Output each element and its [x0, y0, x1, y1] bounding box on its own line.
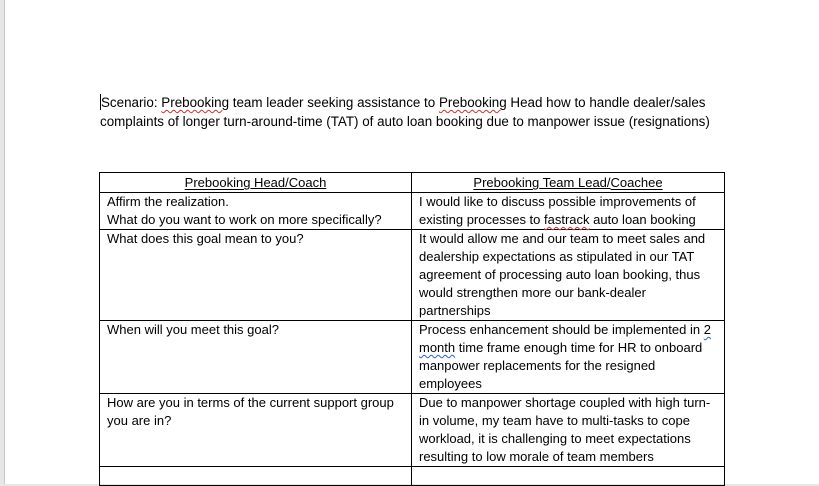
answer-text: auto loan booking — [589, 212, 696, 227]
question-text: How are you in terms of the current support group you are in? — [107, 395, 394, 428]
spelling-flag-prebooking[interactable]: Prebooking — [184, 175, 251, 190]
answer-text: Due to manpower shortage coupled with high turn-in volume, my team have to multi-tasks to cope workload, it is challenging to meet expectations resulting to low morale of team members — [419, 395, 711, 464]
answer-text: time frame enough time for HR to onboard manpower replacements for the resigned employees — [419, 340, 703, 391]
spelling-flag-prebooking[interactable]: Prebooking — [438, 95, 507, 110]
coach-question-cell[interactable] — [100, 321, 412, 394]
empty-cell[interactable] — [100, 467, 412, 486]
coach-question-cell[interactable] — [100, 230, 412, 321]
coachee-answer-cell[interactable] — [412, 321, 725, 394]
header-coachee-label: Team Lead/ — [539, 175, 611, 190]
question-text: What do you want to work on more specifically? — [107, 212, 382, 227]
spelling-flag-prebooking[interactable]: Prebooking — [473, 175, 540, 190]
table-row — [100, 193, 725, 230]
table-row — [100, 321, 725, 394]
header-coachee[interactable] — [412, 173, 725, 193]
table-header-row — [100, 173, 725, 193]
answer-text: It would allow me and our team to meet sales and dealership expectations as stipulated in our TAT agreement of processing auto loan booking, thus would strengthen more our bank-dealer partnerships — [419, 231, 706, 318]
document-page[interactable] — [4, 0, 819, 484]
coaching-table — [99, 172, 725, 486]
answer-text: I would like to discuss possible improvements of existing processes to — [419, 194, 696, 227]
question-text: Affirm the realization. — [107, 194, 229, 209]
spelling-flag-coachee[interactable]: Coachee — [610, 175, 663, 190]
scenario-paragraph[interactable] — [100, 93, 760, 131]
empty-cell[interactable] — [412, 467, 725, 486]
question-text: When will you meet this goal? — [107, 322, 279, 337]
table-row-empty — [100, 467, 725, 486]
question-text: What does this goal mean to you? — [107, 231, 304, 246]
header-coach-label: Head/Coach — [250, 175, 327, 190]
coach-question-cell[interactable] — [100, 193, 412, 230]
scenario-text: Head how to handle dealer/sales complaints of longer turn-around-time (TAT) of auto loan booking due to manpower issue (resignations) — [100, 95, 710, 129]
coachee-answer-cell[interactable] — [412, 193, 725, 230]
answer-text: Process enhancement should be implemented in — [419, 322, 704, 337]
spelling-flag-fastrack[interactable]: fastrack — [544, 212, 590, 227]
coachee-answer-cell[interactable] — [412, 230, 725, 321]
coachee-answer-cell[interactable] — [412, 394, 725, 467]
coach-question-cell[interactable] — [100, 394, 412, 467]
table-row — [100, 230, 725, 321]
table-row — [100, 394, 725, 467]
spelling-flag-prebooking[interactable]: Prebooking — [161, 95, 230, 110]
scenario-text: team leader seeking assistance to — [229, 95, 439, 110]
grammar-flag-2-month[interactable]: 2 month — [419, 322, 711, 355]
header-coach[interactable] — [100, 173, 412, 193]
scenario-prefix: Scenario: — [101, 95, 162, 110]
